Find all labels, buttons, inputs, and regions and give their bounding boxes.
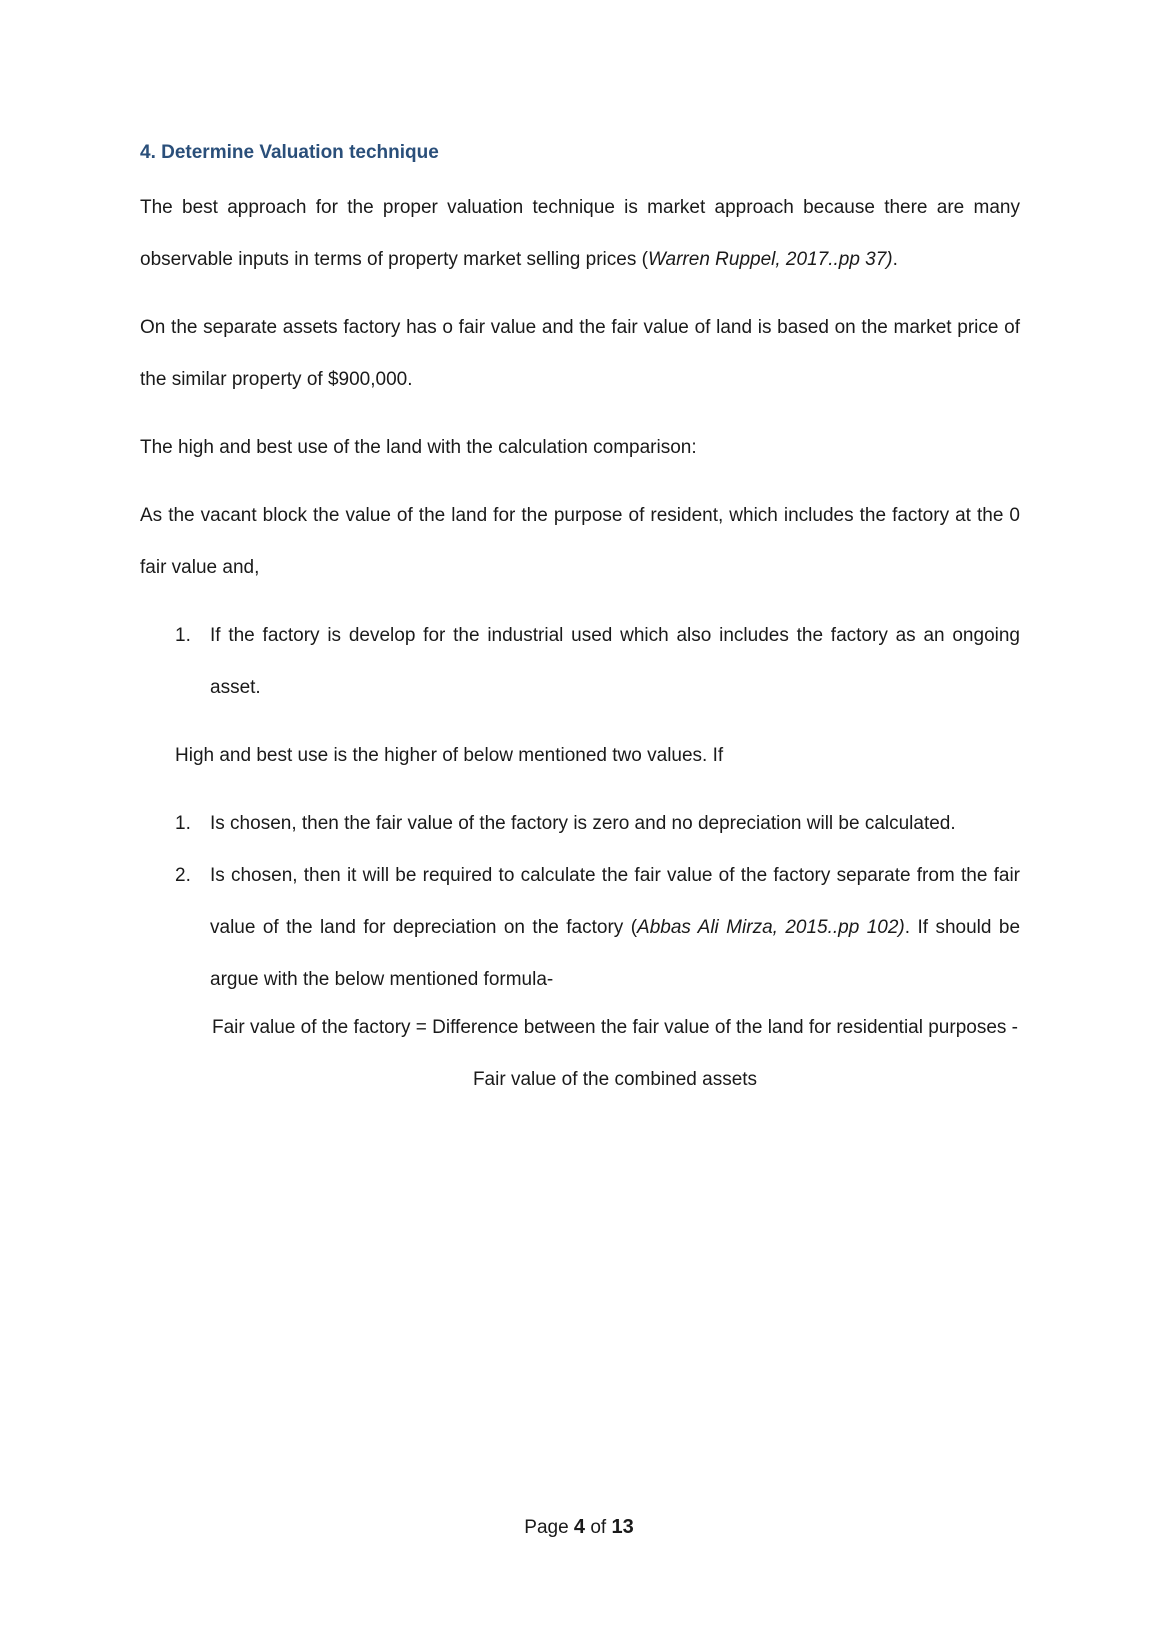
paragraph-vacant-block: As the vacant block the value of the land for the purpose of resident, which includes the factory at the 0 fair value and, bbox=[140, 505, 1020, 578]
list-item-text: If the factory is develop for the industrial used which also includes the factory as an ongoing asset. bbox=[210, 625, 1020, 698]
list-number: 1. bbox=[175, 813, 191, 834]
list-item-text: Is chosen, then it will be required to calculate the fair value of the factory separate from the fair value of the land for depreciation on the factory ( bbox=[210, 865, 1020, 938]
list-item bbox=[140, 850, 1020, 1006]
section-heading: 4. Determine Valuation technique bbox=[140, 142, 439, 163]
numbered-list-choices bbox=[140, 798, 1020, 1106]
numbered-list-industrial bbox=[140, 610, 1020, 714]
list-item bbox=[140, 610, 1020, 714]
total-page-count: 13 bbox=[611, 1516, 634, 1538]
list-item-end: . If should be argue with the below mentioned formula- bbox=[210, 917, 1021, 990]
page-footer bbox=[0, 1516, 1158, 1539]
paragraph-higher-values: High and best use is the higher of below mentioned two values. If bbox=[175, 745, 724, 766]
list-number: 1. bbox=[175, 625, 191, 646]
page-content bbox=[140, 138, 1020, 1122]
paragraph-market-approach bbox=[140, 182, 1020, 286]
current-page-number: 4 bbox=[573, 1516, 586, 1538]
citation-mirza: Abbas Ali Mirza, 2015..pp 102) bbox=[637, 917, 905, 938]
paragraph-end: . bbox=[892, 249, 898, 270]
paragraph-high-best-use: The high and best use of the land with the calculation comparison: bbox=[140, 437, 697, 458]
citation-ruppel: Warren Ruppel, 2017..pp 37) bbox=[647, 249, 893, 270]
page-of-label: of bbox=[590, 1517, 607, 1538]
paragraph-separate-assets: On the separate assets factory has o fair value and the fair value of land is based on the market price of the similar property of $900,000. bbox=[140, 317, 1020, 390]
list-item bbox=[140, 798, 1020, 850]
page-label: Page bbox=[524, 1517, 569, 1538]
formula-fair-value: Fair value of the factory = Difference between the fair value of the land for residential purposes - Fair value of the combined assets bbox=[211, 1017, 1018, 1090]
paragraph-text: The best approach for the proper valuation technique is market approach because there are many observable inputs in terms of property market selling prices ( bbox=[140, 197, 1020, 270]
list-number: 2. bbox=[175, 865, 191, 886]
list-item-text: Is chosen, then the fair value of the factory is zero and no depreciation will be calculated. bbox=[210, 813, 956, 834]
